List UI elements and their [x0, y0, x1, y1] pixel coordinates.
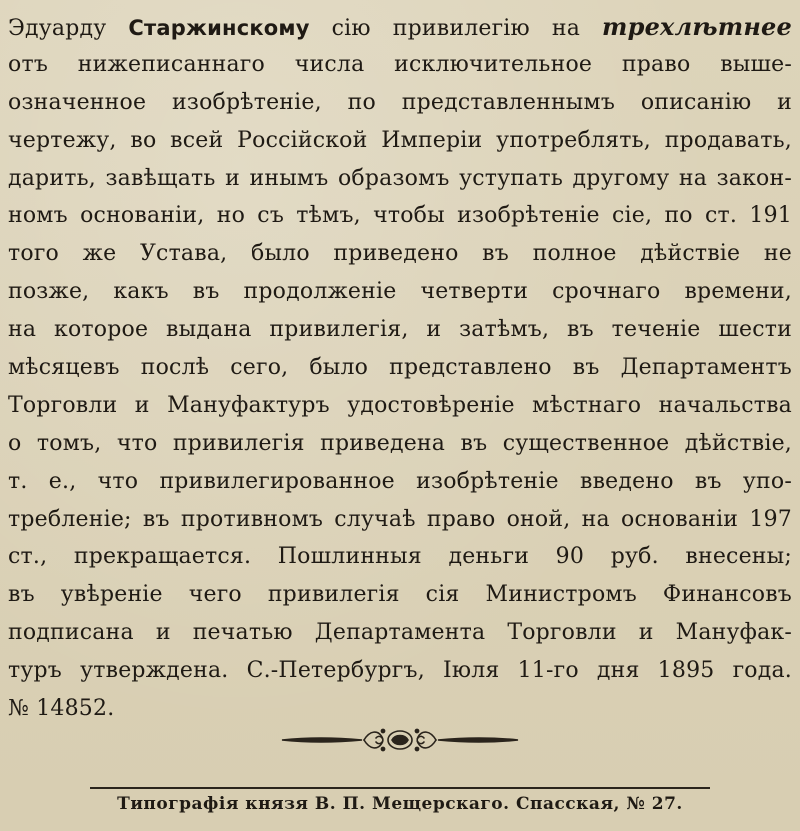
text-line: на которое выдана привилегія, и затѣмъ, въ теченіе шести [8, 317, 792, 343]
text-line: означенное изобрѣтеніе, по представленнымъ описанію и [8, 89, 792, 115]
text-line: Торговли и Мануфактуръ удостовѣреніе мѣстнаго начальства [8, 392, 792, 418]
term-word: трехлѣтнее [602, 12, 792, 41]
text-line: въ увѣреніе чего привилегія сія Министромъ Финансовъ [8, 582, 792, 608]
privilege-text [8, 8, 792, 728]
ornament-divider [280, 725, 520, 755]
text-line: ст., прекращается. Пошлинныя деньги 90 руб. внесены; [8, 544, 792, 570]
text-line: туръ утверждена. С.-Петербургъ, Іюля 11-го дня 1895 года. [8, 658, 792, 684]
text-line: номъ основаніи, но съ тѣмъ, чтобы изобрѣтеніе сіе, по ст. 191 [8, 203, 792, 229]
privilege-number: № 14852. [8, 696, 115, 722]
text-line: подписана и печатью Департамента Торговли и Мануфак- [8, 620, 792, 646]
recipient-name: Старжинскому [128, 16, 310, 40]
text-line-1 [8, 8, 792, 46]
printer-imprint: Типографія князя В. П. Мещерскаго. Спасская, № 27. [117, 794, 683, 814]
text-line: позже, какъ въ продолженіе четверти срочнаго времени, [8, 279, 792, 305]
text-line: требленіе; въ противномъ случаѣ право оной, на основаніи 197 [8, 506, 792, 532]
text-line: т. е., что привилегированное изобрѣтеніе введено въ упо- [8, 468, 792, 494]
text-line: чертежу, во всей Россійской Имперіи употреблять, продавать, [8, 127, 792, 153]
line-lead: Эдуарду [8, 16, 107, 41]
text-line: мѣсяцевъ послѣ сего, было представлено въ Департаментъ [8, 355, 792, 381]
line-mid: сію привилегію на [331, 16, 581, 41]
text-line: дарить, завѣщать и инымъ образомъ уступать другому на закон- [8, 165, 792, 191]
text-line: отъ нижеписаннаго числа исключительное право выше- [8, 51, 792, 77]
footer-rule [90, 787, 710, 789]
text-line: того же Устава, было приведено въ полное дѣйствіе не [8, 241, 792, 267]
text-line: о томъ, что привилегія приведена въ существенное дѣйствіе, [8, 430, 792, 456]
